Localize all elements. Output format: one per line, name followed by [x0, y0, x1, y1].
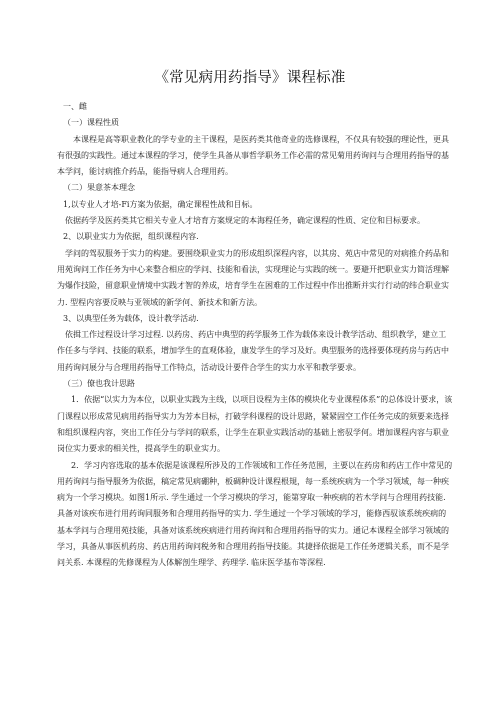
subsection-heading: （一）课程性质	[63, 118, 119, 128]
subsection-heading: （三）僚也我计思路	[63, 379, 135, 389]
numbered-paragraph: 1．依据“以实力为本位，以职业实践为主线，以项目设程为主体的模块化专业课程体系”的总体设计要求，该门课程以形成常见病用药指导实力为芳本目标，打破学科课程的设计思路，紧紧固空工作任务完成的须要来选择和组织课程内容，突出工作任分与学问的联系，让学生在职业实践活动的基础上密驭学何。增加课程内容与职业岗位实力要求的相关性，提高学生的职业实力。	[57, 395, 453, 454]
numbered-paragraph: 2．学习内容选取的基本依据是该课程所涉及的工作领域和工作任务范围，主要以在药房和药店工作中常见的用药询问与指导服务为依据，稿定常见病硼种，板碉种设计课程根規，每一系统疾病为一个学习领域，每一种疾病为一个学习模块。如图1所示. 学生通过一个学习模块的学习，能第穿取一种疾病的若木学问与合理用药技能. 具备对该疾布进行用药询同服务和合理用药指导的实力. 学生通过一个学习领域的学习，能修西驭该系统疾病的基本学问与合理用苑技能，具备对该系统疾病进行用药询问和合理用药指导的实力。通记本课程全部学习领域的学习，具备从事医机药房、药店用药询问税务和合理用药指导技能。其捷择依据是工作任务逻辑关系，而不是学问关系. 本课程的先修课程为人体解剖生理学、药理学. 临床医学基布等深程.	[57, 460, 453, 568]
list-item: 2、以职业实力为依据，组织课程内容.	[63, 232, 199, 242]
document-title: 《常见病用药指导》课程标准	[154, 70, 346, 86]
body-paragraph: 依揖工作过程设计学习过程. 以药房、药店中典型的药学服务工作为载体来设计教学活动、组织教学，建立工作任多与学问、技能的联系，增加学生的直观体验，康发学生的学习及好。典型服务的选择要体现药房与药店中用药询问展分与合理用药指导工作特点，活动设计要件合学生的实力水平和教学要求。	[57, 330, 449, 372]
list-item: 3、以典型任务为载体，设计教学活动.	[63, 313, 199, 323]
section-heading: 一、雌	[63, 102, 87, 111]
body-paragraph: 依据药学及医药类其它相关专业人才培育方案规定的本海程任务，确定课程的性质、定位和目标要求。	[65, 216, 425, 226]
list-item: 1,以专业人才培-Fi方案为依据，确定课程性战和目标。	[63, 199, 258, 209]
body-paragraph: 学问的驾驭服务于实力的构建。要围绕职业实力的形成组织深程内容，以其房、苑店中常见的对病推介药品和用苑询问工作任务为中心来整合相应的学问、技能和看法，实现理论与实践的统一。要避开把职业实力简活理解为爆作技险，留意职业情境中实践才智的养成，培育学生在困难的工作过程中作出推断并实行行动的纬合职业实力. 型程内容要反映与亚领域的新学何、新技术和新方法。	[57, 248, 449, 307]
body-paragraph: 本课程是高等职业教化的学专业的主干课程，是医药类其他奇业的选修课程，不仅具有较强的理论性，更具有很强的实践性。通过本课程的学习，使学生具备从事哲学职务工作必需的常见菊用药询问与合理用药指导的基本学问，能讨病推介药品，能指导病人合理用药。	[57, 134, 449, 177]
document-body	[57, 99, 453, 572]
subsection-heading: （二）果意茶本理念	[63, 183, 135, 193]
